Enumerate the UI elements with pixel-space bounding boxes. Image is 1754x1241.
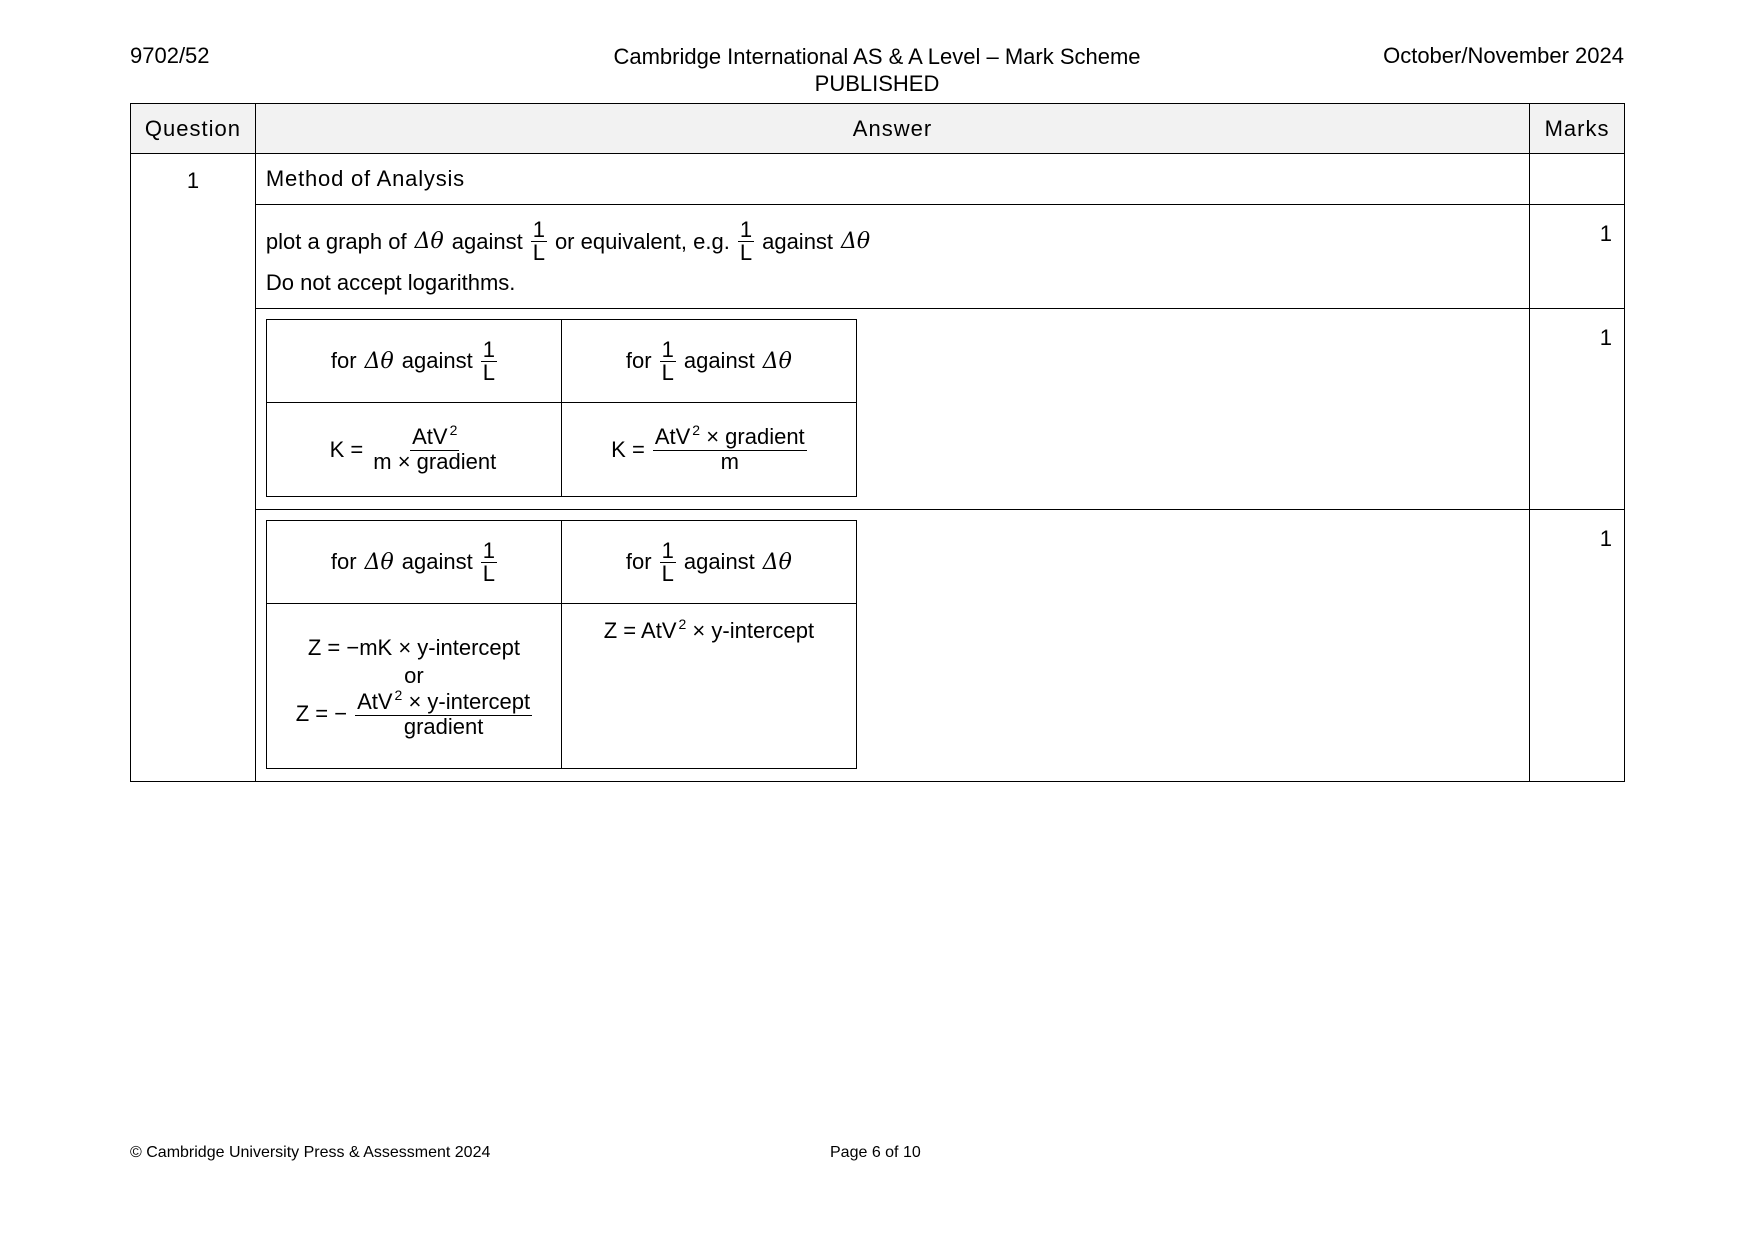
delta-theta-symbol: Δθ xyxy=(841,228,871,254)
answer-cell xyxy=(255,510,1529,782)
superscript: 2 xyxy=(692,422,701,438)
formula-fraction xyxy=(653,422,807,474)
for-text: for xyxy=(330,348,357,373)
for-text: for xyxy=(625,348,652,373)
against-text: against xyxy=(683,549,755,574)
fraction-numerator xyxy=(653,422,807,451)
table-row xyxy=(131,205,1625,309)
fraction-denominator: L xyxy=(482,359,495,385)
formula-fraction xyxy=(371,422,498,474)
paper-code: 9702/52 xyxy=(130,43,210,68)
inner-header-row xyxy=(266,320,856,403)
status-line: PUBLISHED xyxy=(814,71,940,96)
superscript: 2 xyxy=(394,686,403,703)
inner-header-cell xyxy=(561,521,856,604)
mark-value: 1 xyxy=(1530,510,1625,782)
title-line: Cambridge International AS & A Level – Mark Scheme xyxy=(613,44,1141,69)
copyright-footer: © Cambridge University Press & Assessment 2024 xyxy=(130,1144,491,1161)
fraction-denominator: L xyxy=(532,240,545,265)
z-formula-cell xyxy=(266,604,561,769)
fraction-numerator xyxy=(355,686,532,716)
section-row xyxy=(131,154,1625,205)
formula-lhs: Z = − xyxy=(295,701,348,726)
mark-value: 1 xyxy=(1530,205,1625,309)
question-number: 1 xyxy=(131,154,256,782)
for-text: for xyxy=(625,549,652,574)
against-text: against xyxy=(451,228,523,254)
fraction-denominator: m xyxy=(720,449,739,474)
formula-lhs: K = xyxy=(611,436,645,462)
fraction-numerator: 1 xyxy=(482,336,495,362)
z-formula-line: Z = −mK × y-intercept xyxy=(307,634,520,660)
mark-value: 1 xyxy=(1530,309,1625,510)
formula-lhs: Z = AtV xyxy=(603,618,677,643)
fraction-one-over-l xyxy=(481,537,497,586)
for-text: for xyxy=(330,549,357,574)
k-formula-cell xyxy=(561,403,856,497)
delta-theta-symbol: Δθ xyxy=(414,228,444,254)
against-text: against xyxy=(401,549,473,574)
delta-theta-symbol: Δθ xyxy=(364,348,394,374)
fraction-numerator xyxy=(410,422,459,451)
inner-formula-row xyxy=(266,604,856,769)
table-row xyxy=(131,510,1625,782)
fraction-numerator: 1 xyxy=(661,537,674,563)
exam-session: October/November 2024 xyxy=(1383,43,1624,68)
fraction-numerator: 1 xyxy=(532,217,545,242)
answer-cell xyxy=(255,309,1529,510)
mark-scheme-table xyxy=(130,103,1625,782)
fraction-numerator: 1 xyxy=(661,336,674,362)
fraction-denominator: L xyxy=(661,560,674,586)
numerator-text: AtV xyxy=(412,424,448,449)
answer-header: Answer xyxy=(255,104,1529,154)
answer-text: plot a graph of xyxy=(265,228,407,254)
answer-cell xyxy=(255,205,1529,309)
z-formula-table xyxy=(266,520,857,769)
formula-fraction xyxy=(355,686,532,739)
fraction-one-over-l xyxy=(660,537,676,586)
fraction-denominator: m × gradient xyxy=(373,449,497,474)
superscript: 2 xyxy=(678,616,687,632)
numerator-tail: × gradient xyxy=(706,424,805,449)
inner-header-cell xyxy=(266,521,561,604)
fraction-denominator: L xyxy=(661,359,674,385)
inner-header-row xyxy=(266,521,856,604)
table-header-row xyxy=(131,104,1625,154)
numerator-tail: × y-intercept xyxy=(408,688,531,714)
inner-header-cell xyxy=(266,320,561,403)
fraction-numerator: 1 xyxy=(482,537,495,563)
delta-theta-symbol: Δθ xyxy=(762,549,792,575)
fraction-denominator: gradient xyxy=(403,713,484,739)
against-text: against xyxy=(762,228,834,254)
equivalent-text: or equivalent, e.g. xyxy=(554,228,730,254)
fraction-numerator: 1 xyxy=(739,217,753,242)
page-number: Page 6 of 10 xyxy=(830,1144,921,1161)
numerator-text: AtV xyxy=(654,424,691,449)
delta-theta-symbol: Δθ xyxy=(364,549,394,575)
answer-line xyxy=(266,219,1519,264)
k-formula-cell xyxy=(266,403,561,497)
fraction-one-over-l xyxy=(738,219,754,264)
against-text: against xyxy=(683,348,755,373)
table-row xyxy=(131,309,1625,510)
k-formula-table xyxy=(266,319,857,497)
delta-theta-symbol: Δθ xyxy=(762,348,792,374)
against-text: against xyxy=(401,348,473,373)
inner-header-cell xyxy=(561,320,856,403)
formula-lhs: K = xyxy=(329,436,364,462)
fraction-one-over-l xyxy=(660,336,676,385)
section-marks-cell xyxy=(1530,154,1625,205)
numerator-text: AtV xyxy=(357,688,393,714)
fraction-denominator: L xyxy=(739,240,753,265)
logarithm-note: Do not accept logarithms. xyxy=(265,270,516,295)
z-formula-line xyxy=(604,618,814,643)
fraction-denominator: L xyxy=(482,560,495,586)
question-header: Question xyxy=(131,104,256,154)
section-title: Method of Analysis xyxy=(255,154,1529,205)
marks-header: Marks xyxy=(1530,104,1625,154)
superscript: 2 xyxy=(449,422,458,438)
inner-formula-row xyxy=(266,403,856,497)
or-text: or xyxy=(404,662,424,688)
fraction-one-over-l xyxy=(531,219,547,264)
z-formula-cell xyxy=(561,604,856,769)
fraction-one-over-l xyxy=(481,336,497,385)
formula-tail: × y-intercept xyxy=(692,618,815,643)
